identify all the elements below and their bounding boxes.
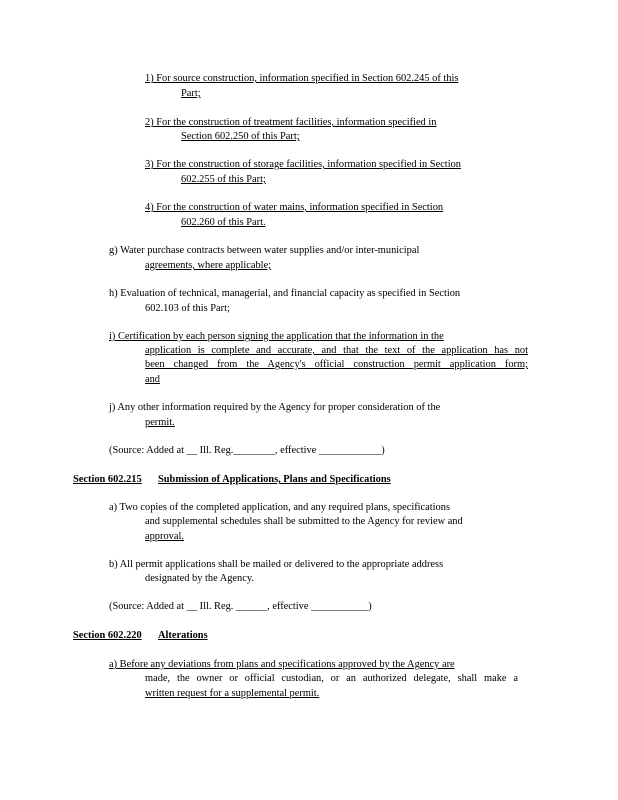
item-b-215-line-2: designated by the Agency. xyxy=(145,573,254,584)
section-602-220-title: Alterations xyxy=(158,630,208,641)
item-i-line-3: been changed from the Agency's official construction permit application form; xyxy=(145,359,528,370)
item-h-line-2: 602.103 of this Part; xyxy=(145,303,230,314)
item-a-215-line-1: a) Two copies of the completed application, and any required plans, specifications xyxy=(109,502,450,513)
item-i-line-4: and xyxy=(145,374,161,385)
item-4-line-2: 602.260 of this Part. xyxy=(181,217,266,228)
source-note-1: (Source: Added at __ Ill. Reg.________, effective ____________) xyxy=(109,445,385,456)
item-a-215-line-3: approval. xyxy=(145,531,184,542)
source-note-2: (Source: Added at __ Ill. Reg. ______, effective ___________) xyxy=(109,601,372,612)
item-a-220-line-1: a) Before any deviations from plans and specifications approved by the Agency are xyxy=(109,659,455,670)
item-a-215-line-2: and supplemental schedules shall be submitted to the Agency for review and xyxy=(145,516,463,527)
item-2-line-2: Section 602.250 of this Part; xyxy=(181,131,300,142)
item-4-line-1: 4) For the construction of water mains, information specified in Section xyxy=(145,202,444,213)
item-h-line-1: h) Evaluation of technical, managerial, and financial capacity as specified in Section xyxy=(109,288,461,299)
item-j-line-1: j) Any other information required by the Agency for proper consideration of the xyxy=(109,402,441,413)
item-3-line-2: 602.255 of this Part; xyxy=(181,174,266,185)
section-602-215-number: Section 602.215 xyxy=(73,474,142,485)
item-3-line-1: 3) For the construction of storage facilities, information specified in Section xyxy=(145,159,461,170)
item-2-line-1: 2) For the construction of treatment facilities, information specified in xyxy=(145,117,437,128)
item-g-line-1: g) Water purchase contracts between water supplies and/or inter-municipal xyxy=(109,245,420,256)
item-a-220-line-2: made, the owner or official custodian, or an authorized delegate, shall make a xyxy=(145,673,518,684)
item-i-line-1: i) Certification by each person signing the application that the information in the xyxy=(109,331,444,342)
item-i-line-2: application is complete and accurate, and that the text of the application has not xyxy=(145,345,528,356)
item-1-line-1: 1) For source construction, information specified in Section 602.245 of this xyxy=(145,73,459,84)
section-602-215-title: Submission of Applications, Plans and Specifications xyxy=(158,474,391,485)
item-a-220-line-3: written request for a supplemental permit. xyxy=(145,688,320,699)
item-1-line-2: Part; xyxy=(181,88,201,99)
item-j-line-2: permit. xyxy=(145,417,175,428)
item-g-line-2: agreements, where applicable; xyxy=(145,260,272,271)
section-602-220-number: Section 602.220 xyxy=(73,630,142,641)
item-b-215-line-1: b) All permit applications shall be mailed or delivered to the appropriate address xyxy=(109,559,444,570)
